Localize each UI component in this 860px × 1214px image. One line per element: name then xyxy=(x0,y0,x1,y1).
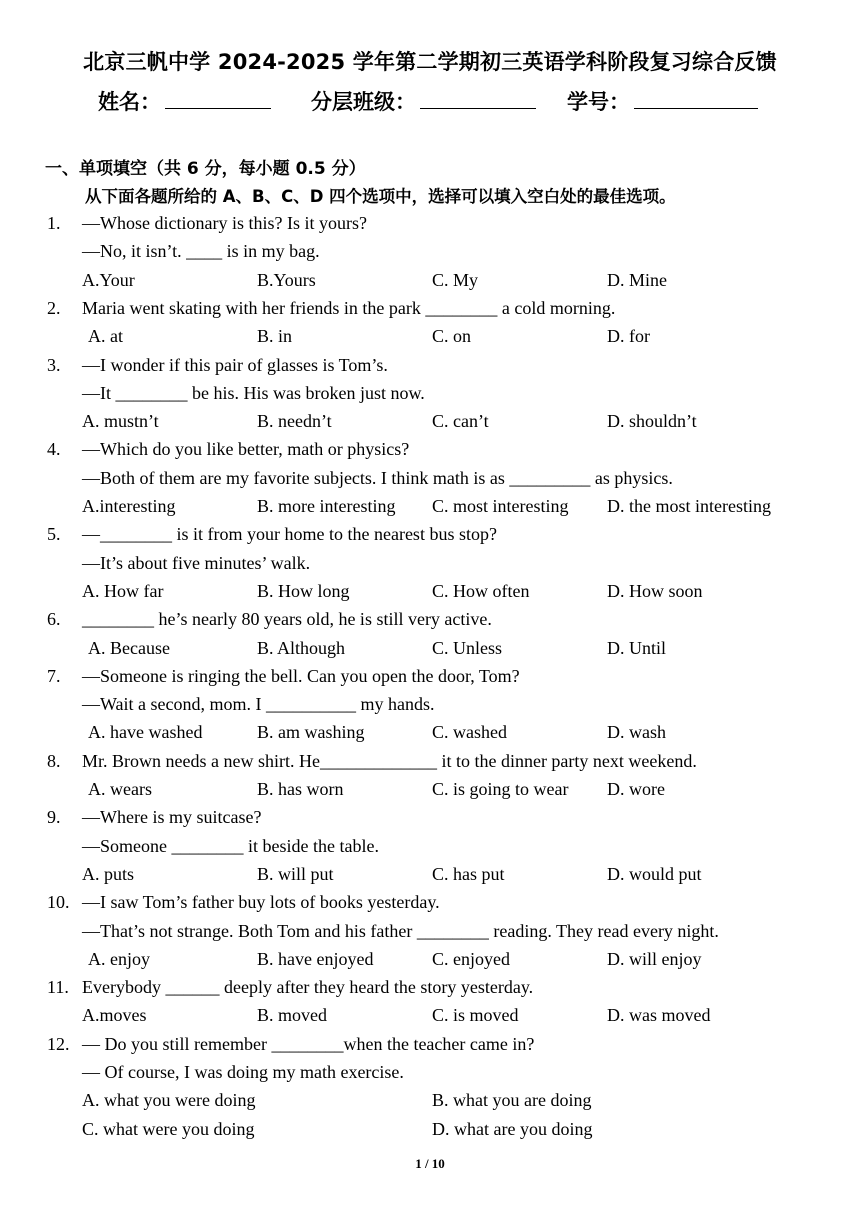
student-id-blank[interactable] xyxy=(634,90,758,109)
answer-option[interactable]: A. what you were doing xyxy=(82,1090,256,1111)
answer-option[interactable]: A. Because xyxy=(88,637,170,658)
section-instruction: 从下面各题所给的 A、B、C、D 四个选项中，选择可以填入空白处的最佳选项。 xyxy=(85,187,676,206)
answer-option[interactable]: D. wash xyxy=(607,722,666,743)
question-stem-line: — Of course, I was doing my math exercise. xyxy=(82,1062,404,1082)
question-stem-line: —No, it isn’t. ____ is in my bag. xyxy=(82,241,320,262)
answer-option[interactable]: A. How far xyxy=(82,580,164,601)
question-number: 7. xyxy=(47,665,61,686)
question-stem-line: ________ he’s nearly 80 years old, he is still very active. xyxy=(82,609,492,630)
question-stem-line: —________ is it from your home to the nearest bus stop? xyxy=(82,524,497,545)
page-title: 北京三帆中学 2024-2025 学年第二学期初三英语学科阶段复习综合反馈 xyxy=(83,50,777,74)
question-stem-line: Everybody ______ deeply after they heard the story yesterday. xyxy=(82,977,534,998)
answer-option[interactable]: D. would put xyxy=(607,863,702,884)
answer-option[interactable]: C. enjoyed xyxy=(432,948,510,969)
name-field xyxy=(98,86,271,116)
answer-option[interactable]: B. more interesting xyxy=(257,496,396,516)
answer-option[interactable]: A. enjoy xyxy=(88,948,150,969)
answer-option[interactable]: A.Your xyxy=(82,269,135,290)
answer-option[interactable]: D. what are you doing xyxy=(432,1118,593,1139)
class-blank[interactable] xyxy=(420,90,536,109)
question-number: 10. xyxy=(47,892,70,913)
answer-option[interactable]: C. How often xyxy=(432,580,530,601)
answer-option[interactable]: D. How soon xyxy=(607,580,703,601)
answer-option[interactable]: B.Yours xyxy=(257,269,316,290)
answer-option[interactable]: D. will enjoy xyxy=(607,948,702,969)
answer-option[interactable]: C. what were you doing xyxy=(82,1118,255,1139)
question-number: 11. xyxy=(47,977,69,998)
question-stem-line: —Whose dictionary is this? Is it yours? xyxy=(82,213,367,233)
question-stem-line: —It ________ be his. His was broken just now. xyxy=(82,382,425,403)
question-stem-line: —Which do you like better, math or physics? xyxy=(82,439,410,460)
answer-option[interactable]: C. My xyxy=(432,269,479,290)
question-stem-line: Maria went skating with her friends in the park ________ a cold morning. xyxy=(82,297,616,318)
answer-option[interactable]: D. wore xyxy=(607,779,665,799)
question-number: 8. xyxy=(47,750,61,771)
question-stem-line: —Someone is ringing the bell. Can you open the door, Tom? xyxy=(82,665,520,686)
question-stem-line: —It’s about five minutes’ walk. xyxy=(82,552,311,573)
answer-option[interactable]: B. what you are doing xyxy=(432,1090,592,1111)
answer-option[interactable]: C. washed xyxy=(432,722,507,743)
answer-option[interactable]: D. the most interesting xyxy=(607,496,771,516)
answer-option[interactable]: A.moves xyxy=(82,1005,147,1026)
answer-option[interactable]: A. wears xyxy=(88,779,152,799)
page-number: 1 / 10 xyxy=(415,1156,445,1171)
answer-option[interactable]: B. needn’t xyxy=(257,411,332,432)
answer-option[interactable]: A.interesting xyxy=(82,496,176,516)
question-number: 1. xyxy=(47,213,61,233)
answer-option[interactable]: D. was moved xyxy=(607,1005,711,1026)
question-number: 9. xyxy=(47,807,61,828)
student-id-label: 学号： xyxy=(567,90,630,114)
student-id-field xyxy=(567,86,758,116)
question-stem-line: — Do you still remember ________when the teacher came in? xyxy=(82,1033,535,1054)
question-stem-line: —Wait a second, mom. I __________ my hands. xyxy=(82,694,435,715)
answer-option[interactable]: C. most interesting xyxy=(432,496,569,516)
answer-option[interactable]: D. shouldn’t xyxy=(607,411,697,432)
question-number: 6. xyxy=(47,609,61,630)
question-stem-line: Mr. Brown needs a new shirt. He_____________ it to the dinner party next weekend. xyxy=(82,750,697,771)
answer-option[interactable]: C. Unless xyxy=(432,637,503,658)
answer-option[interactable]: B. has worn xyxy=(257,779,344,799)
answer-option[interactable]: B. moved xyxy=(257,1005,327,1026)
answer-option[interactable]: A. have washed xyxy=(88,722,203,743)
question-number: 4. xyxy=(47,439,61,460)
section-heading: 一、单项填空（共 6 分，每小题 0.5 分） xyxy=(45,159,366,179)
answer-option[interactable]: B. Although xyxy=(257,637,346,658)
answer-option[interactable]: C. has put xyxy=(432,863,505,884)
question-stem-line: —I wonder if this pair of glasses is Tom’s. xyxy=(82,354,388,375)
answer-option[interactable]: A. at xyxy=(88,326,123,347)
answer-option[interactable]: B. have enjoyed xyxy=(257,948,374,969)
answer-option[interactable]: D. Mine xyxy=(607,269,667,290)
answer-option[interactable]: D. for xyxy=(607,326,650,347)
question-stem-line: —Both of them are my favorite subjects. I think math is as _________ as physics. xyxy=(82,467,673,488)
question-stem-line: —Where is my suitcase? xyxy=(82,807,262,828)
answer-option[interactable]: A. puts xyxy=(82,863,135,884)
answer-option[interactable]: B. in xyxy=(257,326,293,347)
answer-option[interactable]: A. mustn’t xyxy=(82,411,159,432)
question-stem-line: —Someone ________ it beside the table. xyxy=(82,835,379,856)
answer-option[interactable]: B. am washing xyxy=(257,722,365,743)
name-label: 姓名： xyxy=(98,90,161,114)
name-blank[interactable] xyxy=(165,90,271,109)
answer-option[interactable]: B. How long xyxy=(257,580,350,601)
question-number: 5. xyxy=(47,524,61,545)
answer-option[interactable]: B. will put xyxy=(257,863,334,884)
answer-option[interactable]: D. Until xyxy=(607,637,667,658)
question-stem-line: —I saw Tom’s father buy lots of books yesterday. xyxy=(82,892,440,913)
answer-option[interactable]: C. is going to wear xyxy=(432,779,569,799)
class-label: 分层班级： xyxy=(311,90,416,114)
question-stem-line: —That’s not strange. Both Tom and his father ________ reading. They read every night. xyxy=(82,920,719,941)
question-number: 2. xyxy=(47,297,61,318)
question-number: 12. xyxy=(47,1033,70,1054)
answer-option[interactable]: C. can’t xyxy=(432,411,489,432)
answer-option[interactable]: C. on xyxy=(432,326,472,347)
question-number: 3. xyxy=(47,354,61,375)
class-field xyxy=(311,86,536,116)
answer-option[interactable]: C. is moved xyxy=(432,1005,519,1026)
